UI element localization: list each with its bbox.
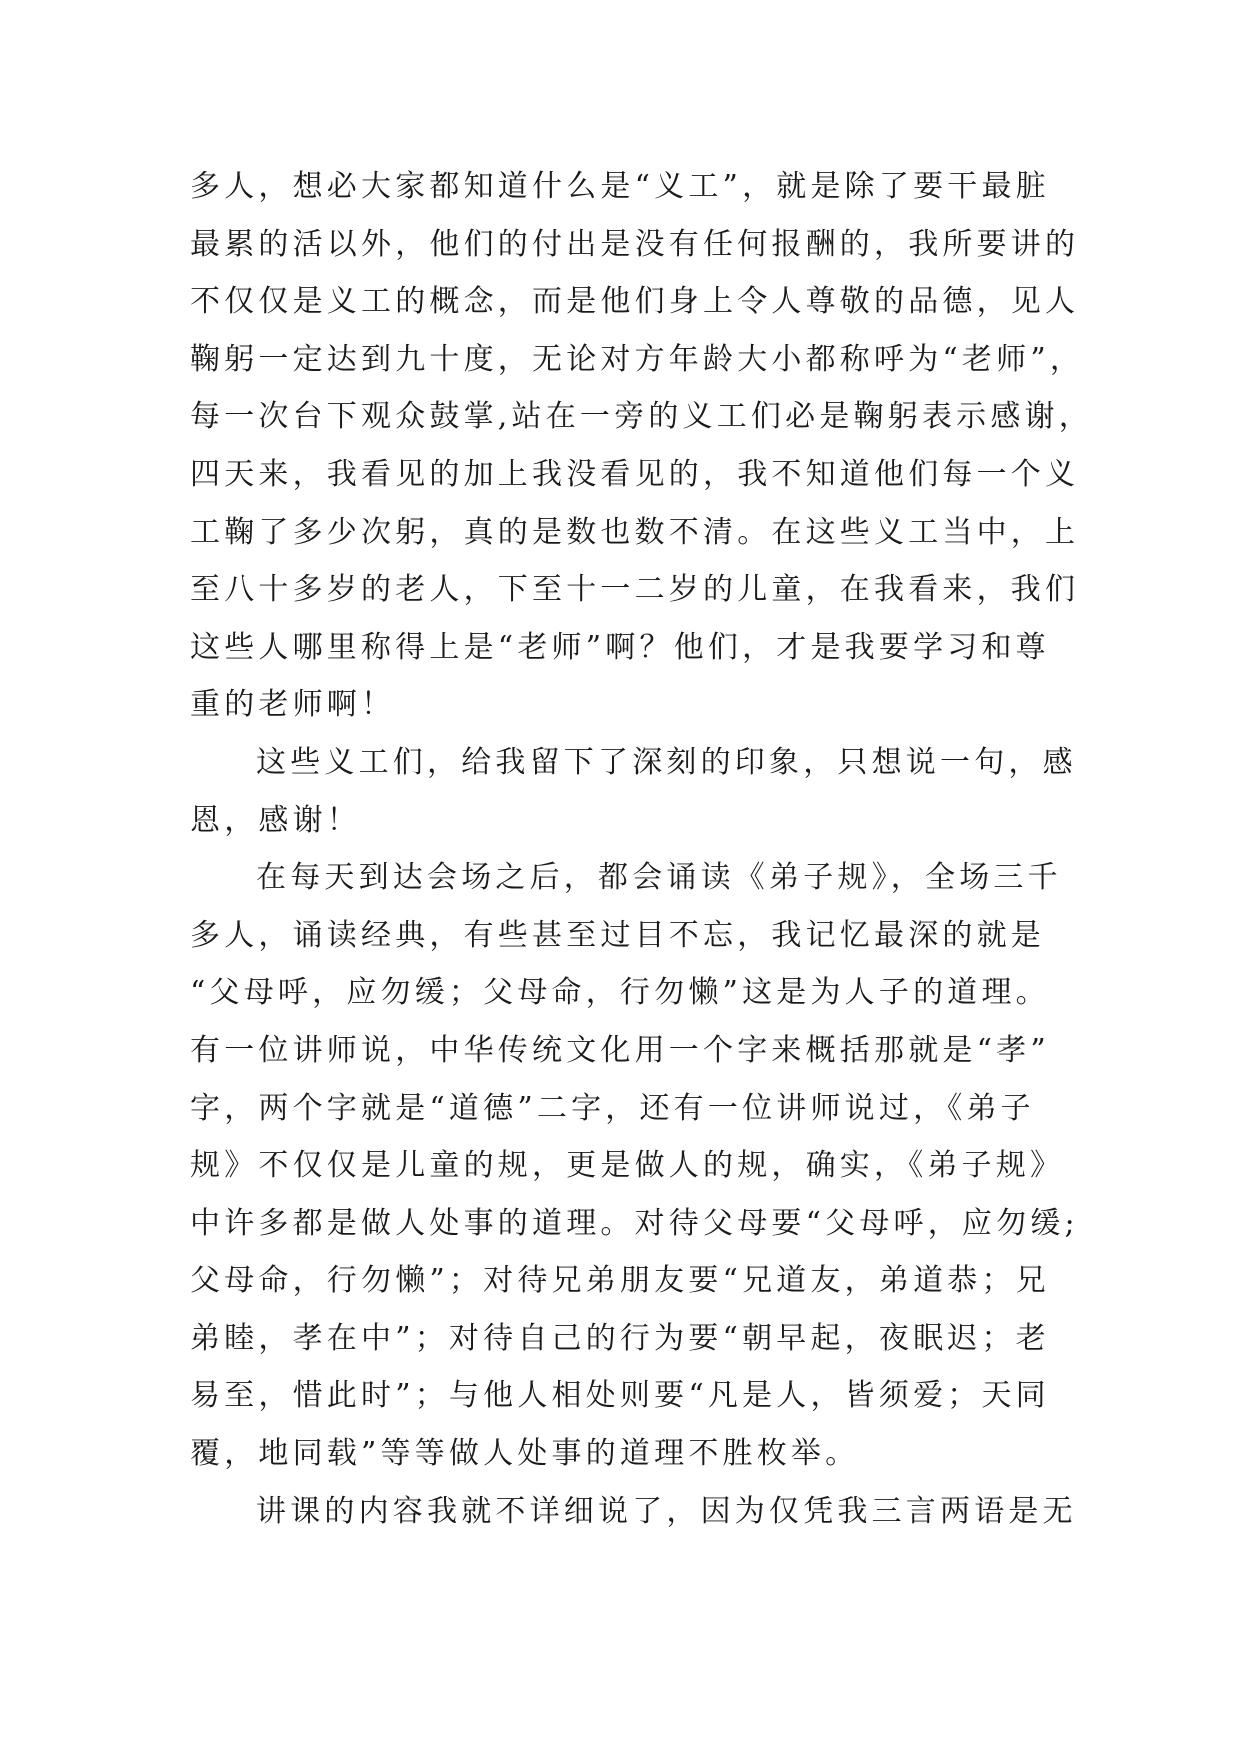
text-line: 鞠躬一定达到九十度，无论对方年龄大小都称呼为“老师”，: [190, 341, 1085, 377]
text-line: 四天来，我看见的加上我没看见的，我不知道他们每一个义: [190, 456, 1080, 492]
text-line: 规》不仅仅是儿童的规，更是做人的规，确实，《弟子规》: [190, 1148, 1065, 1184]
text-line: 字，两个字就是“道德”二字，还有一位讲师说过，《弟子: [190, 1090, 1035, 1126]
text-line: 这些人哪里称得上是“老师”啊？他们，才是我要学习和尊: [190, 629, 1050, 665]
text-line: 多人，想必大家都知道什么是“义工”，就是除了要干最脏: [190, 169, 1050, 204]
text-line: 易至，惜此时”；与他人相处则要“凡是人，皆须爱；天同: [190, 1378, 1050, 1414]
text-line: 有一位讲师说，中华传统文化用一个字来概括那就是“孝”: [190, 1032, 1050, 1068]
text-line: 重的老师啊！: [190, 687, 396, 723]
text-line: 多人，诵读经典，有些甚至过目不忘，我记忆最深的就是: [190, 917, 1045, 953]
text-line: 弟睦，孝在中”；对待自己的行为要“朝早起，夜眠迟；老: [190, 1320, 1050, 1356]
text-line: 最累的活以外，他们的付出是没有任何报酬的，我所要讲的: [190, 226, 1080, 262]
text-line: 工鞠了多少次躬，真的是数也数不清。在这些义工当中，上: [190, 514, 1080, 550]
paragraph-first-line: 这些义工们，给我留下了深刻的印象，只想说一句，感: [256, 744, 1077, 780]
text-line: 不仅仅是义工的概念，而是他们身上令人尊敬的品德，见人: [190, 284, 1080, 320]
text-line: 每一次台下观众鼓掌,站在一旁的义工们必是鞠躬表示感谢，: [190, 399, 1093, 435]
text-line: 至八十多岁的老人，下至十一二岁的儿童，在我看来，我们: [190, 572, 1080, 608]
body-text: [190, 158, 1093, 1540]
paragraph-first-line: 讲课的内容我就不详细说了，因为仅凭我三言两语是无: [256, 1493, 1077, 1529]
text-line: 父母命，行勿懒”；对待兄弟朋友要“兄道友，弟道恭；兄: [190, 1263, 1050, 1299]
text-line: “父母呼，应勿缓；父母命，行勿懒”这是为人子的道理。: [190, 975, 1050, 1011]
text-line: 恩，感谢！: [190, 802, 361, 838]
text-line: 覆，地同载”等等做人处事的道理不胜枚举。: [190, 1436, 860, 1472]
paragraph-first-line: 在每天到达会场之后，都会诵读《弟子规》，全场三千: [256, 860, 1062, 896]
text-line: 中许多都是做人处事的道理。对待父母要“父母呼，应勿缓;: [190, 1205, 1079, 1241]
